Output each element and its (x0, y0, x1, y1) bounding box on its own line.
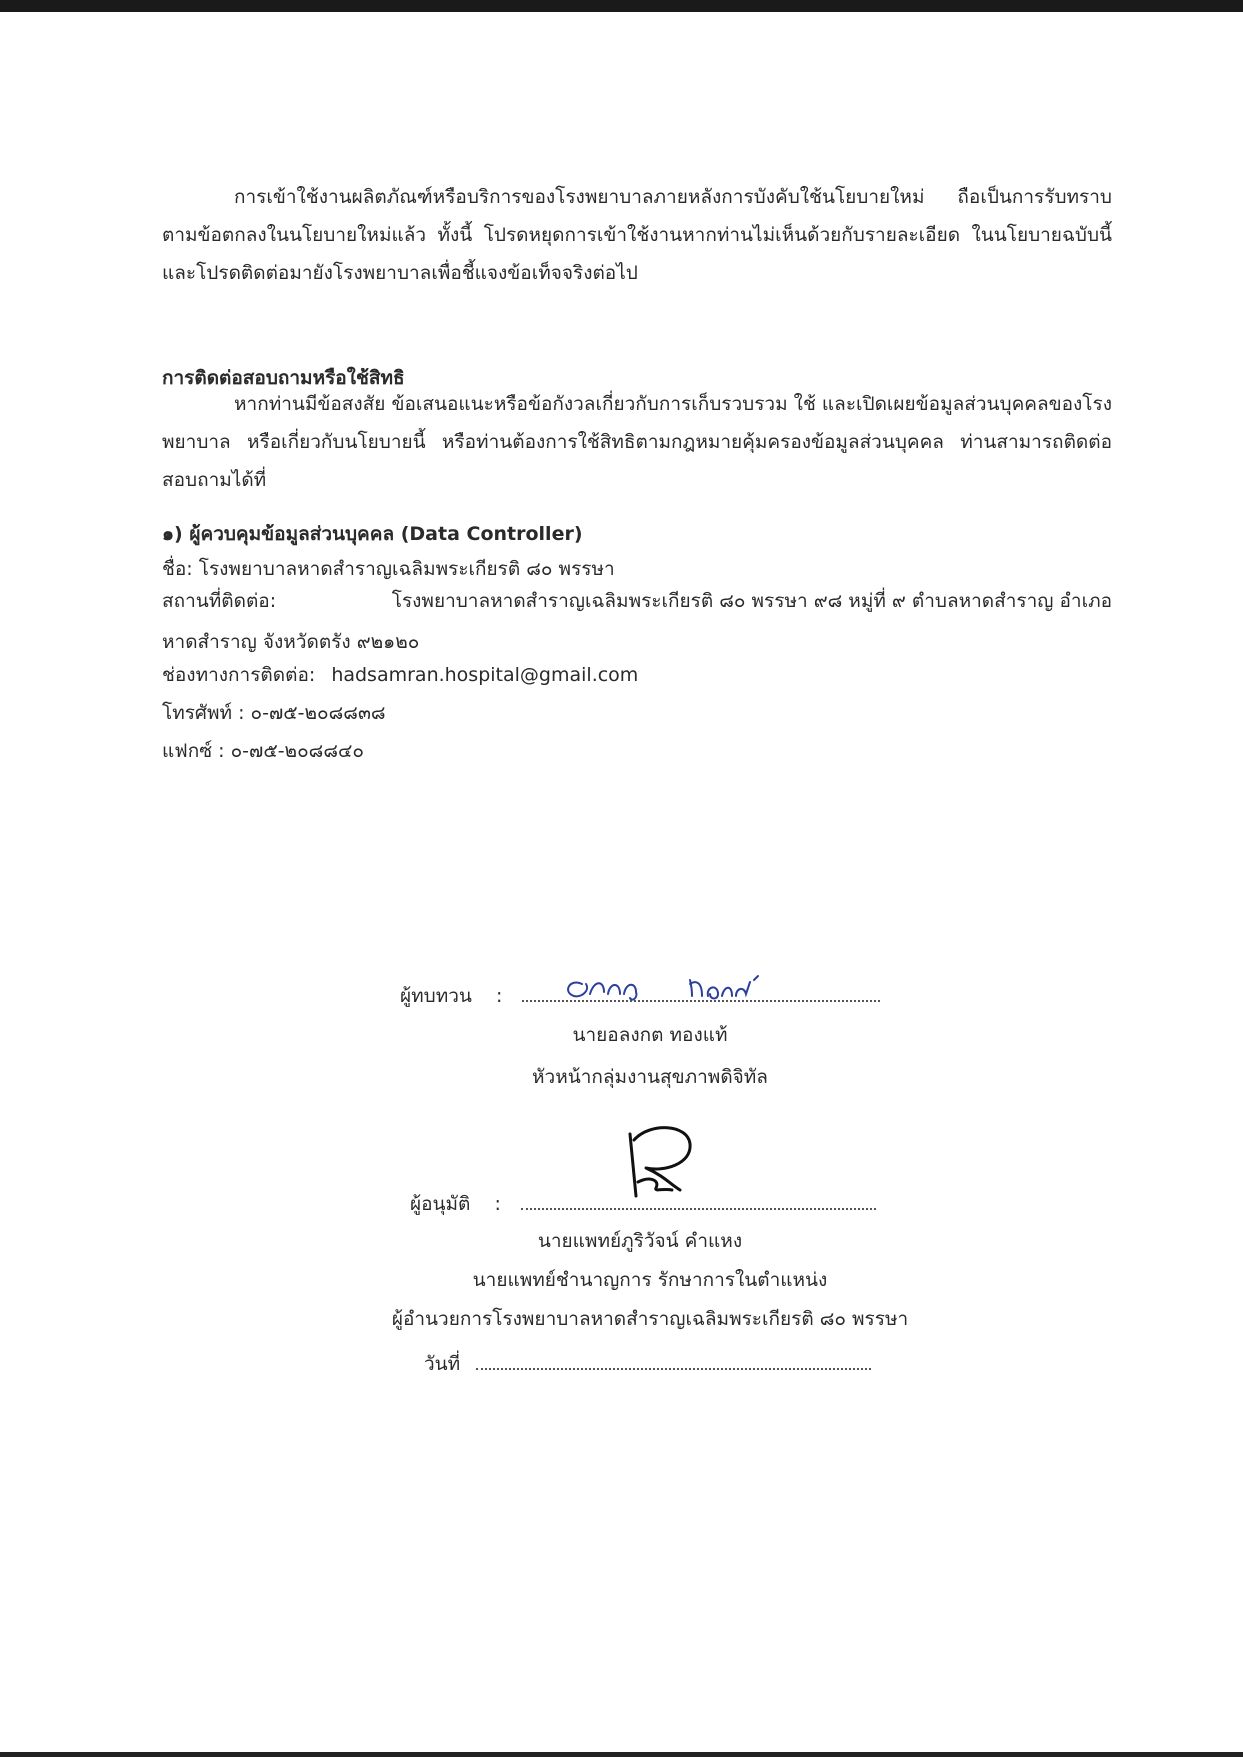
reviewer-label: ผู้ทบทวน (400, 985, 472, 1007)
contact-heading: การติดต่อสอบถามหรือใช้สิทธิ (162, 367, 405, 389)
approver-signature-line (521, 1202, 876, 1210)
controller-heading: ๑) ผู้ควบคุมข้อมูลส่วนบุคคล (Data Controller) (162, 523, 583, 545)
address-line2: หาดสำราญ จังหวัดตรัง ๙๒๑๒๐ (162, 631, 420, 653)
reviewer-signature (560, 970, 780, 1006)
approver-signature (620, 1120, 700, 1200)
contact-paragraph: หากท่านมีข้อสงสัย ข้อเสนอแนะหรือข้อกังวลเกี่ยวกับการเก็บรวบรวม ใช้ และเปิดเผยข้อมูลส่วนบุคคลของโรงพยาบาล หรือเกี่ยวกับนโยบายนี้ หรือท่านต้องการใช้สิทธิตามกฎหมายคุ้มครองข้อมูลส่วนบุคคล ท่านสามารถติดต่อสอบถามได้ที่ (162, 393, 1112, 491)
date-label: วันที่ (424, 1353, 461, 1375)
approver-colon: : (494, 1193, 501, 1215)
approver-row (410, 1190, 876, 1218)
channel-label: ช่องทางการติดต่อ: (162, 664, 316, 686)
controller-channel-row (162, 661, 638, 689)
date-row (424, 1350, 871, 1378)
approver-position-2: ผู้อำนวยการโรงพยาบาลหาดสำราญเฉลิมพระเกียรติ ๘๐ พรรษา (391, 1308, 909, 1330)
scan-border-bottom (0, 1752, 1243, 1757)
approver-label: ผู้อนุมัติ (410, 1193, 471, 1215)
reviewer-name: นายอลงกต ทองแท้ (572, 1024, 728, 1046)
approver-position-1: นายแพทย์ชำนาญการ รักษาการในตำแหน่ง (472, 1269, 828, 1291)
reviewer-colon: : (495, 985, 503, 1007)
scan-border-top (0, 0, 1243, 12)
date-line (476, 1362, 871, 1370)
address-line1: โรงพยาบาลหาดสำราญเฉลิมพระเกียรติ ๘๐ พรรษา ๙๘ หมู่ที่ ๙ ตำบลหาดสำราญ อำเภอ (391, 590, 1112, 612)
controller-phone: โทรศัพท์ : ๐-๗๕-๒๐๘๘๓๘ (162, 702, 386, 724)
address-label: สถานที่ติดต่อ: (162, 590, 277, 612)
controller-fax: แฟกซ์ : ๐-๗๕-๒๐๘๘๔๐ (162, 740, 364, 762)
approver-name: นายแพทย์ภูริวัจน์ คำแหง (537, 1230, 743, 1252)
controller-name: ชื่อ: โรงพยาบาลหาดสำราญเฉลิมพระเกียรติ ๘๐ พรรษา (162, 558, 615, 580)
email-address: hadsamran.hospital@gmail.com (331, 664, 639, 686)
intro-paragraph: การเข้าใช้งานผลิตภัณฑ์หรือบริการของโรงพยาบาลภายหลังการบังคับใช้นโยบายใหม่ ถือเป็นการรับทราบตามข้อตกลงในนโยบายใหม่แล้ว ทั้งนี้ โปรดหยุดการเข้าใช้งานหากท่านไม่เห็นด้วยกับรายละเอียด ในนโยบายฉบับนี้และโปรดติดต่อมายังโรงพยาบาลเพื่อชี้แจงข้อเท็จจริงต่อไป (162, 186, 1112, 284)
reviewer-position: หัวหน้ากลุ่มงานสุขภาพดิจิทัล (532, 1066, 768, 1088)
controller-address-row (162, 587, 1112, 615)
